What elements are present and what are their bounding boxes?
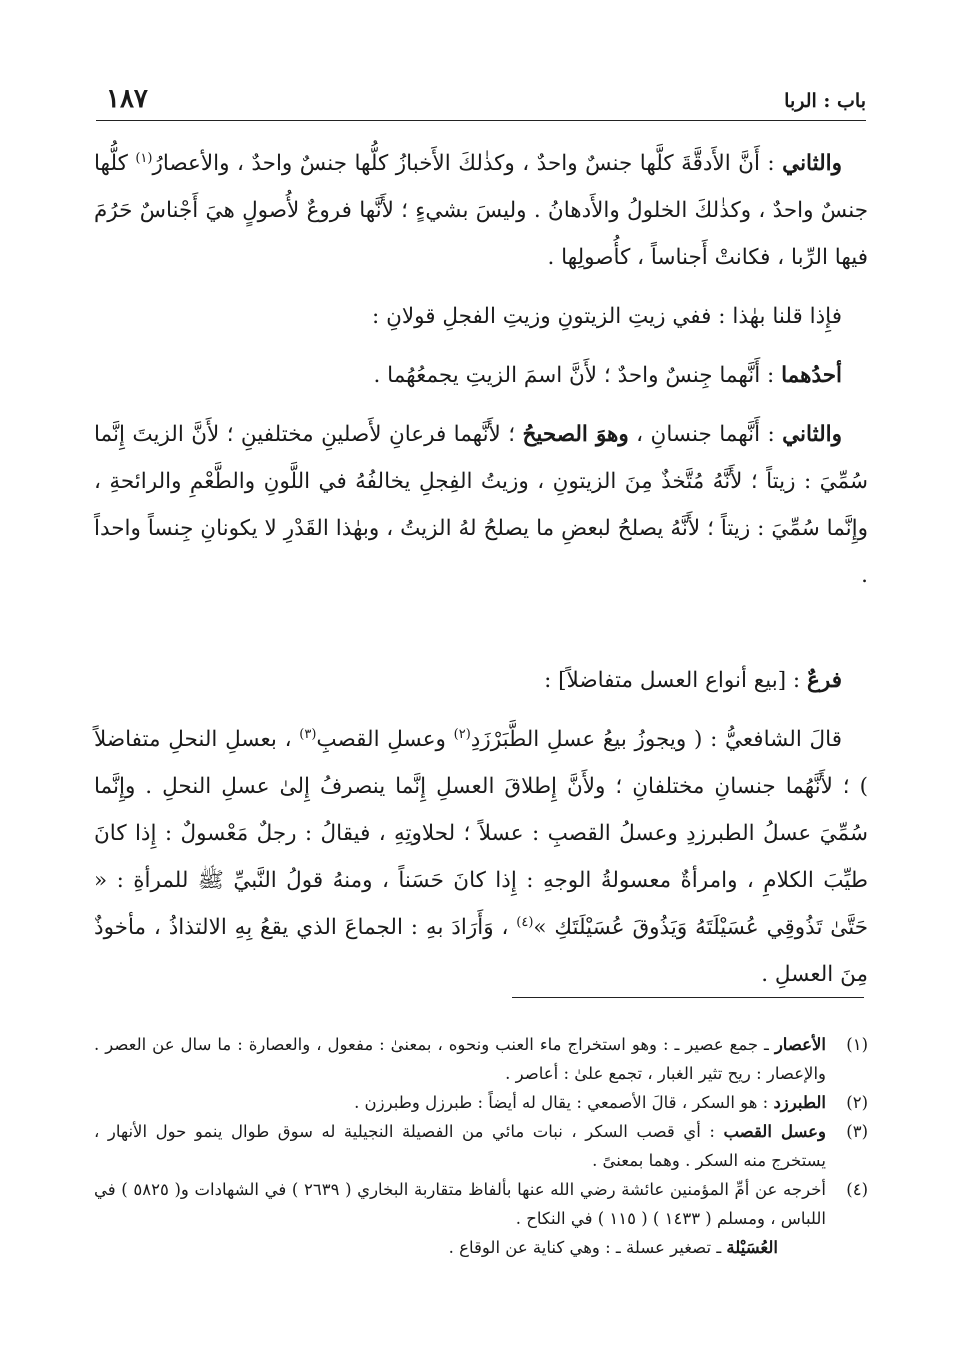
branch-heading bbox=[94, 657, 868, 704]
footnote bbox=[94, 1117, 868, 1175]
footnote-lead: الطبرزد bbox=[773, 1093, 826, 1112]
footnotes bbox=[94, 1030, 868, 1262]
footnote-body: : هو السكر ، قالَ الأصمعي : يقال له أيضاً : طبرزل وطبرزن . bbox=[354, 1093, 774, 1112]
footnote-lead: الأعصار bbox=[774, 1035, 826, 1054]
footnote-body: : أي قصب السكر ، نبات مائي من الفصيلة النجيلية له سوق طوال ينمو حول الأنهار ، يستخرج منه السكر . وهما بمعنىً . bbox=[94, 1122, 826, 1170]
page-number: ١٨٧ bbox=[106, 84, 148, 114]
footnote-ref-3: (٣) bbox=[299, 726, 317, 742]
paragraph-two-views: فإِذا قلنا بهٰذا : ففي زيتِ الزيتونِ وزيتِ الفجلِ قولانِ : bbox=[372, 304, 842, 329]
paragraph-lead: والثاني bbox=[782, 151, 843, 176]
paragraph-text: ، بعسلِ النحلِ متفاضلاً ) ؛ لأَنَّهُما جنسانِ مختلفانِ ؛ ولأَنَّ إِطلاقَ العسلِ إِنَّما ينصرفُ إِلىٰ عسلِ النحلِ . وإِنَّما سُمِّيَ عسلُ الطبرزدِ وعسلُ القصبِ : عسلاً ؛ لحلاوتِهِ ، فيقالُ : رجلٌ مَعْسولٌ : إِذا كانَ طيِّبَ الكلامِ ، وامرأةٌ معسولةُ الوجهِ : إِذا كانَ حَسَناً ، ومنهُ قولُ النَّبيِّ ﷺ للمرأةِ : « حَتَّىٰ تَذُوقِي عُسَيْلَتَهُ وَيَذُوقَ عُسَيْلَتَكِ » bbox=[94, 727, 868, 940]
footnote-number: (١) bbox=[846, 1035, 868, 1054]
footnote-text bbox=[94, 1175, 826, 1233]
footnote-number: (٤) bbox=[846, 1180, 868, 1199]
emphasis-correct: وهوَ الصحيحُ bbox=[522, 422, 629, 447]
paragraph-text: : أَنَّ الأَدقَّةَ كلَّها جنسٌ واحدٌ ، وكذٰلكَ الأَخبازُ كلُّها جنسٌ واحدٌ ، والأعصارُ bbox=[152, 151, 783, 176]
paragraph-lead: والثاني bbox=[782, 422, 842, 447]
footnote-text bbox=[94, 1117, 826, 1175]
footnote-text bbox=[94, 1030, 826, 1088]
paragraph-second-view bbox=[94, 411, 868, 599]
footnote-number: (٣) bbox=[846, 1122, 868, 1141]
paragraph-honey bbox=[94, 716, 868, 998]
paragraph-first-view bbox=[94, 352, 868, 399]
page-header bbox=[96, 84, 866, 121]
chapter-title: باب : الربا bbox=[784, 90, 866, 112]
footnote-lead: وعسل القصب bbox=[723, 1122, 826, 1141]
paragraph-text: كلُّها جنسٌ واحدٌ ، وكذٰلكَ الخلولُ والأَدهانُ . وليسَ بشيءٍ ؛ لأَنَّها فروعٌ لأُصولٍ هيَ أَجْناسٌ حَرُمَ فيها الرِّبا ، فكانتْ أَجناساً ، كأُصولِها . bbox=[94, 151, 868, 270]
footnote-lead: العُسَيْلة bbox=[726, 1238, 778, 1257]
paragraph-text: ، وَأَرَادَ بهِ : الجماعَ الذي يقعُ بِهِ الالتذاذُ ، مأخوذٌ مِنَ العسلِ . bbox=[94, 915, 868, 987]
paragraph-text: ؛ لأَنَّهما فرعانِ لأَصلينِ مختلفينِ ؛ لأَنَّ الزيتَ إِنَّما سُمِّيَ : زيتاً ؛ لأَنَّهُ مُتَّخذٌ مِنَ الزيتونِ ، وزيتُ الفِجلِ يخالفُهُ في اللَّونِ والطَّعْمِ والرائحةِ ، وإِنَّما سُمِّيَ : زيتاً ؛ لأَنَّهُ يصلحُ لبعضِ ما يصلحُ لهُ الزيتُ ، وبهٰذا القَدْرِ لا يكونانِ جِنساً واحداً . bbox=[94, 422, 868, 588]
footnote-text bbox=[94, 1088, 826, 1117]
footnote bbox=[94, 1088, 868, 1117]
footnote-ref-2: (٢) bbox=[453, 726, 471, 742]
main-text bbox=[94, 140, 868, 998]
paragraph-text: قالَ الشافعيُّ : ( ويجوزُ بيعُ عسلِ الطَّبَرْزَدِ bbox=[470, 727, 842, 752]
paragraph-lead: أحدُهما bbox=[781, 363, 842, 388]
paragraph-text: وعسلِ القصبِ bbox=[316, 727, 454, 752]
footnote-body: أخرجه عن أمِّ المؤمنين عائشة رضي الله عنها بألفاظ متقاربة البخاري ( ٢٦٣٩ ) في الشهادات و( ٥٨٢٥ ) في اللباس ، ومسلم ( ١٤٣٣ ) ( ١١٥ ) في النكاح . bbox=[94, 1180, 826, 1228]
footnote-gloss bbox=[94, 1233, 868, 1262]
footnote-ref-1: (١) bbox=[135, 150, 153, 166]
footnote-body: ـ تصغير عسلة ـ : وهي كناية عن الوقاع . bbox=[448, 1238, 727, 1257]
paragraph-text: : أَنَّهما جنسانِ ، bbox=[628, 422, 783, 447]
branch-title: : [بيع أنواع العسل متفاضلاً] : bbox=[544, 668, 808, 693]
footnote bbox=[94, 1175, 868, 1233]
branch-lead: فرعٌ bbox=[807, 668, 842, 693]
footnote-separator bbox=[512, 997, 864, 998]
paragraph-second-opinion bbox=[94, 140, 868, 281]
footnote-ref-4: (٤) bbox=[516, 914, 534, 930]
footnote bbox=[94, 1030, 868, 1088]
paragraph-text: : أَنَّهما جِنسٌ واحدٌ ؛ لأَنَّ اسمَ الزيتِ يجمعُهُما . bbox=[373, 363, 782, 388]
footnote-number: (٢) bbox=[846, 1093, 868, 1112]
footnote-body: ـ جمع عصير ـ : وهو استخراج ماء العنب ونحوه ، بمعنىٰ : مفعول ، والعصارة : ما سال عن العصر . والإعصار : ريح تثير الغبار ، تجمع علىٰ : أعاصر . bbox=[94, 1035, 826, 1083]
